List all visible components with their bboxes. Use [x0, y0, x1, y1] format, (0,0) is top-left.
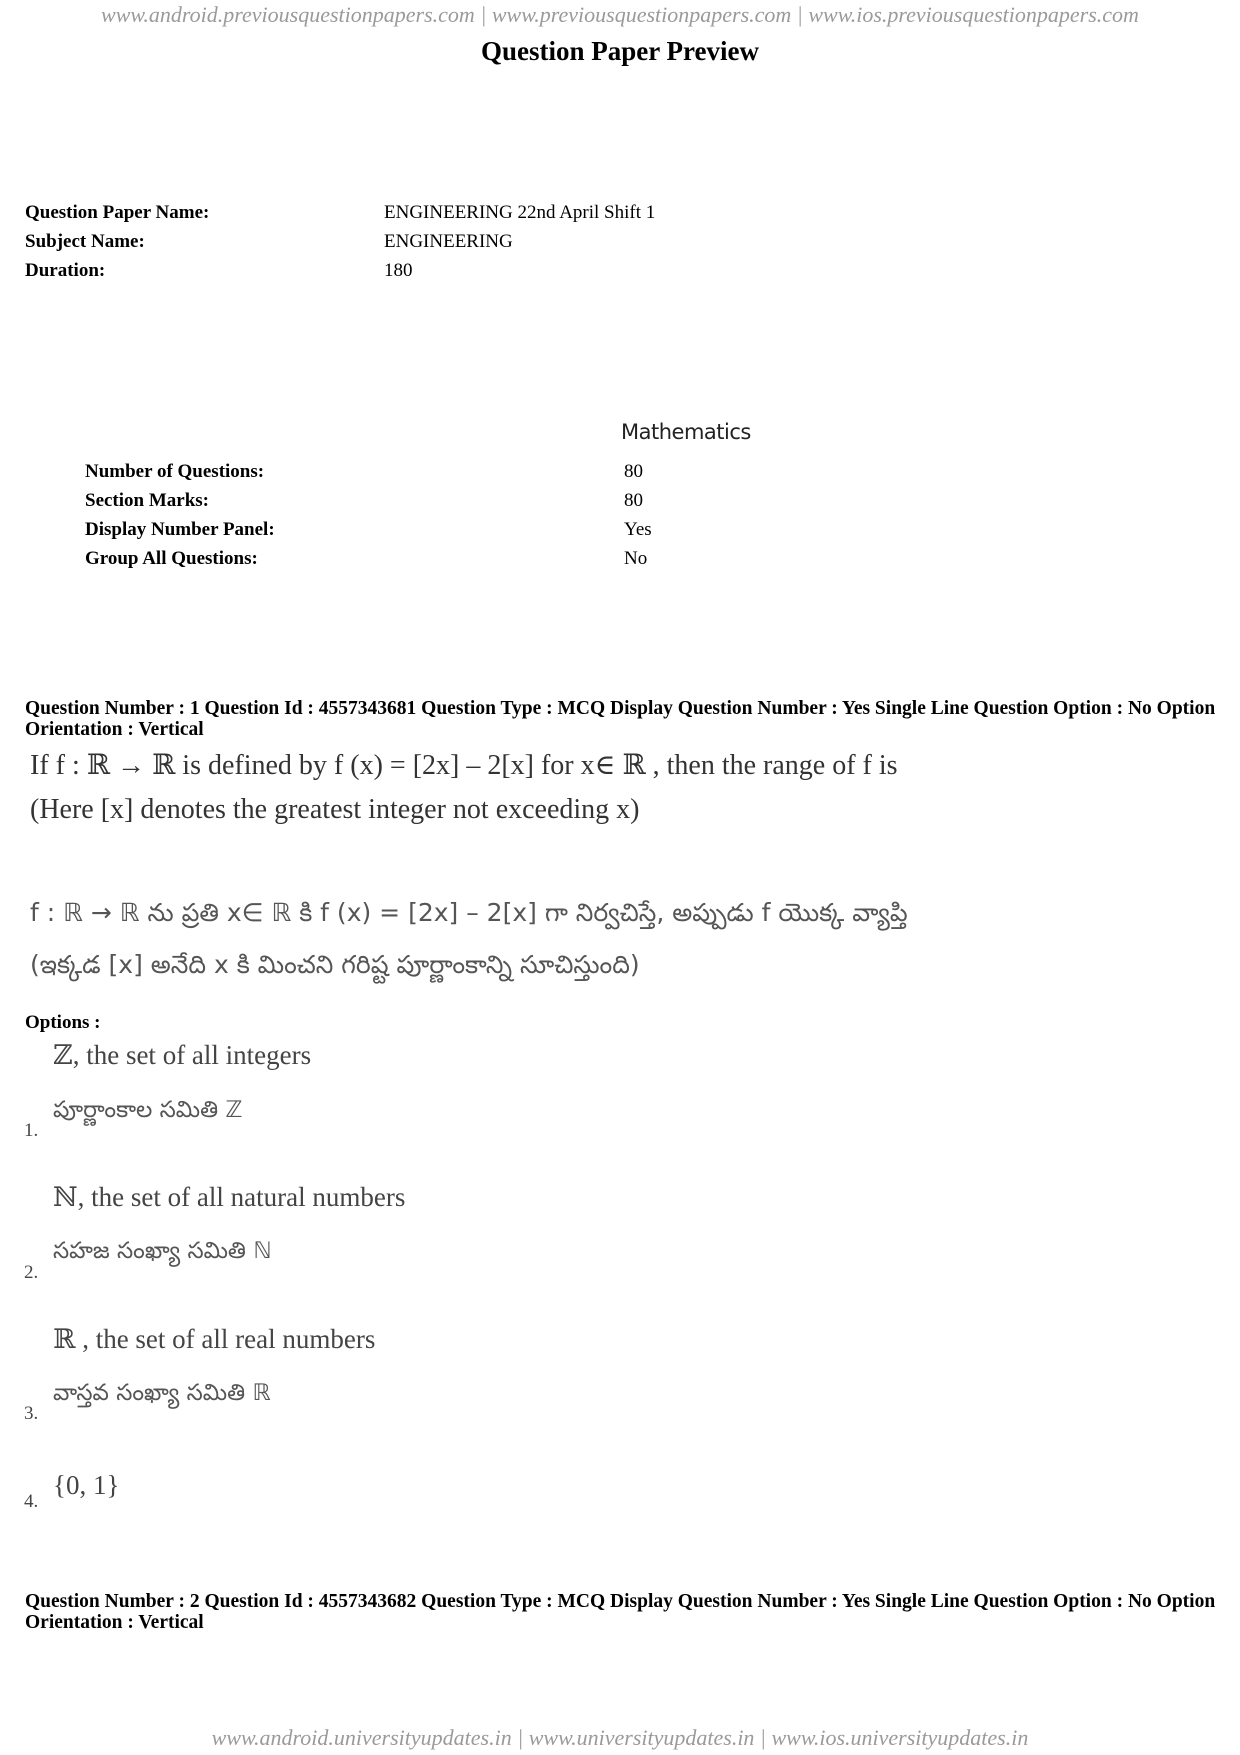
- section-marks-label: Section Marks:: [85, 490, 210, 511]
- option-1-text-te: పూర్ణాంకాల సమితి ℤ: [53, 1097, 243, 1123]
- num-questions-label: Number of Questions:: [85, 461, 265, 482]
- group-questions-label: Group All Questions:: [85, 548, 258, 569]
- option-2-text-en: ℕ, the set of all natural numbers: [53, 1182, 406, 1212]
- num-questions-value: 80: [624, 461, 643, 482]
- question-1-header: Question Number : 1 Question Id : 4557343681 Question Type : MCQ Display Question Number : Yes Single Line Question Option : No Option Orientation : Vertical: [25, 698, 1216, 740]
- paper-name-value: ENGINEERING 22nd April Shift 1: [384, 202, 656, 223]
- group-questions-value: No: [624, 548, 648, 569]
- display-panel-row: [85, 515, 652, 544]
- group-questions-row: [85, 544, 652, 573]
- option-3-text-te: వాస్తవ సంఖ్యా సమితి ℝ: [53, 1380, 271, 1406]
- paper-name-row: [25, 198, 655, 227]
- page-title: Question Paper Preview: [481, 36, 759, 66]
- section-marks-row: [85, 486, 652, 515]
- section-info: [85, 457, 652, 573]
- question-2-header: Question Number : 2 Question Id : 4557343682 Question Type : MCQ Display Question Number : Yes Single Line Question Option : No Option Orientation : Vertical: [25, 1591, 1216, 1633]
- section-marks-value: 80: [624, 490, 643, 511]
- question-1-text-te-2: (ఇక్కడ [x] అనేది x కి మించని గరిష్ట పూర్ణాంకాన్ని సూచిస్తుంది): [30, 950, 640, 979]
- duration-row: [25, 256, 655, 285]
- duration-value: 180: [384, 260, 413, 281]
- watermark-top: www.android.previousquestionpapers.com | www.previousquestionpapers.com | www.ios.previousquestionpapers.com: [101, 2, 1139, 27]
- option-4-number: 4.: [24, 1491, 39, 1512]
- paper-name-label: Question Paper Name:: [25, 202, 210, 223]
- question-1-text-en-2: (Here [x] denotes the greatest integer not exceeding x): [30, 794, 640, 825]
- section-name: Mathematics: [621, 420, 751, 444]
- options-label: Options :: [25, 1012, 101, 1033]
- subject-name-value: ENGINEERING: [384, 231, 513, 252]
- option-3-number: 3.: [24, 1403, 39, 1424]
- num-questions-row: [85, 457, 652, 486]
- watermark-bottom: www.android.universityupdates.in | www.universityupdates.in | www.ios.universityupdates.in: [211, 1725, 1029, 1750]
- subject-name-label: Subject Name:: [25, 231, 145, 252]
- option-1-number: 1.: [24, 1120, 39, 1141]
- paper-info: [25, 198, 655, 285]
- subject-name-row: [25, 227, 655, 256]
- display-panel-value: Yes: [624, 519, 652, 540]
- question-1-text-te-1: f : ℝ → ℝ ను ప్రతి x∈ ℝ కి f (x) = [2x] – 2[x] గా నిర్వచిస్తే, అప్పుడు f యొక్క వ్యాప్తి: [30, 898, 908, 927]
- option-2-text-te: సహజ సంఖ్యా సమితి ℕ: [53, 1238, 272, 1264]
- option-2-number: 2.: [24, 1262, 39, 1283]
- display-panel-label: Display Number Panel:: [85, 519, 275, 540]
- option-4-text-en: {0, 1}: [53, 1470, 120, 1500]
- option-1-text-en: ℤ, the set of all integers: [53, 1040, 312, 1070]
- question-1-text-en-1: If f : ℝ → ℝ is defined by f (x) = [2x] – 2[x] for x∈ ℝ , then the range of f is: [30, 750, 898, 781]
- duration-label: Duration:: [25, 260, 106, 281]
- option-3-text-en: ℝ , the set of all real numbers: [53, 1324, 376, 1354]
